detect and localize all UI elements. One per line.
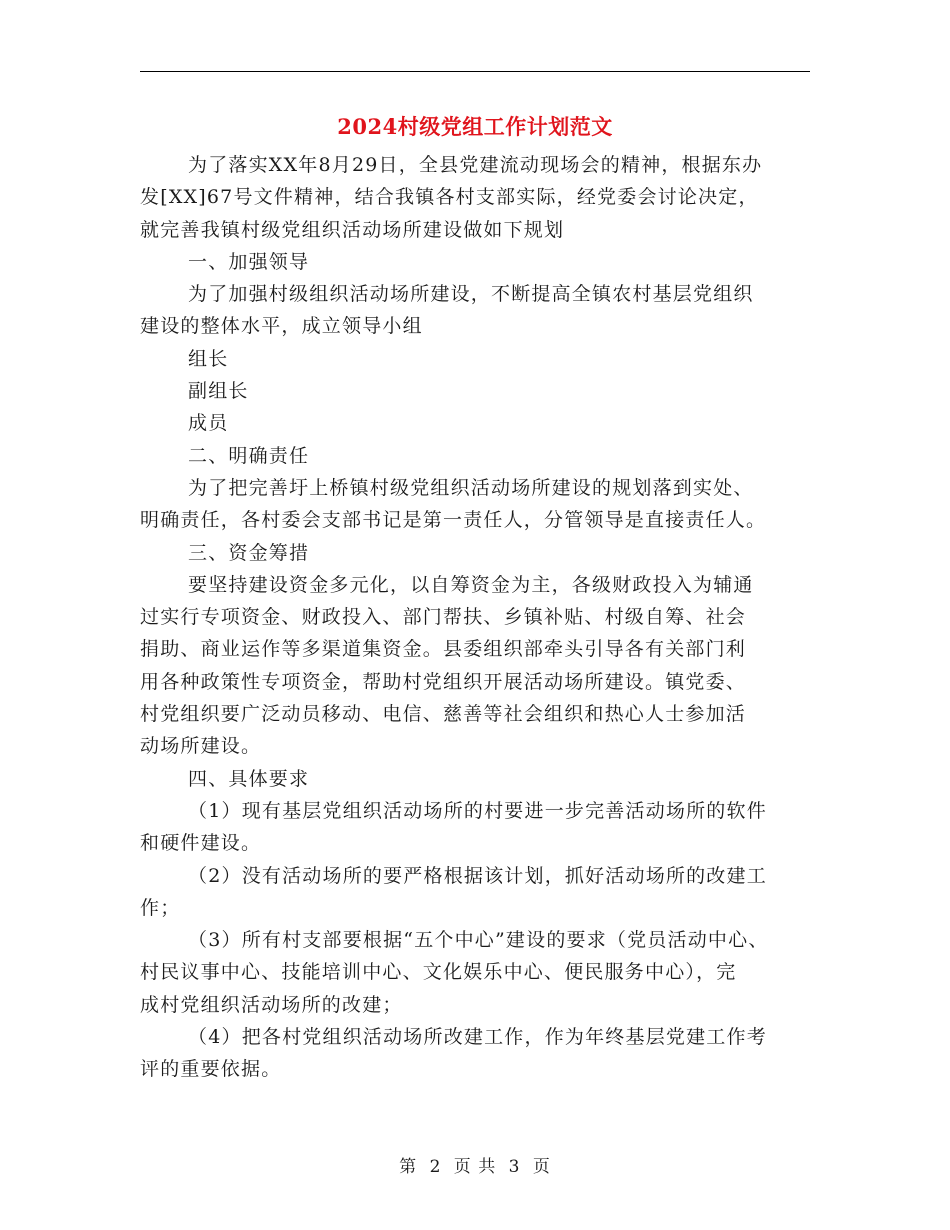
- document-line: 二、明确责任: [188, 444, 310, 467]
- document-line: 就完善我镇村级党组织活动场所建设做如下规划: [140, 218, 565, 241]
- document-line: 成员: [188, 412, 229, 435]
- document-line: （3）所有村支部要根据“五个中心”建设的要求（党员活动中心、: [188, 929, 769, 952]
- header-rule: [140, 71, 810, 72]
- footer-suffix: 页: [532, 1157, 551, 1177]
- document-body: [140, 149, 810, 1086]
- document-line: 动场所建设。: [140, 735, 262, 758]
- document-line: 和硬件建设。: [140, 832, 262, 855]
- document-line: 为了把完善圩上桥镇村级党组织活动场所建设的规划落到实处、: [188, 476, 754, 499]
- document-line: 一、加强领导: [188, 250, 310, 273]
- document-line: （2）没有活动场所的要严格根据该计划，抓好活动场所的改建工: [188, 864, 767, 887]
- document-line: 成村党组织活动场所的改建；: [140, 993, 403, 1016]
- footer-page-number: 2: [429, 1157, 442, 1177]
- document-line: 过实行专项资金、财政投入、部门帮扶、乡镇补贴、村级自筹、社会: [140, 606, 747, 629]
- document-line: 村党组织要广泛动员移动、电信、慈善等社会组织和热心人士参加活: [140, 703, 747, 726]
- page-footer: [0, 1152, 950, 1177]
- document-line: 副组长: [188, 380, 249, 403]
- document-line: （4）把各村党组织活动场所改建工作，作为年终基层党建工作考: [188, 1026, 767, 1049]
- document-title: 2024村级党组工作计划范文: [337, 114, 613, 139]
- document-line: 为了落实XX年8月29日，全县党建流动现场会的精神，根据东办: [188, 154, 763, 176]
- document-line: 要坚持建设资金多元化，以自筹资金为主，各级财政投入为辅通: [188, 573, 754, 596]
- document-line: 建设的整体水平，成立领导小组: [140, 315, 423, 338]
- document-line: 为了加强村级组织活动场所建设，不断提高全镇农村基层党组织: [188, 283, 754, 306]
- document-line: 四、具体要求: [188, 767, 310, 790]
- document-line: 发[XX]67号文件精神，结合我镇各村支部实际，经党委会讨论决定，: [140, 186, 759, 209]
- document-line: 用各种政策性专项资金，帮助村党组织开展活动场所建设。镇党委、: [140, 670, 747, 693]
- footer-prefix: 第: [399, 1157, 418, 1177]
- footer-middle: 页 共: [453, 1157, 497, 1177]
- document-line: 评的重要依据。: [140, 1058, 282, 1081]
- document-line: 村民议事中心、技能培训中心、文化娱乐中心、便民服务中心），完: [140, 961, 737, 984]
- document-line: （1）现有基层党组织活动场所的村要进一步完善活动场所的软件: [188, 799, 767, 822]
- document-line: 组长: [188, 347, 229, 370]
- document-line: 作；: [140, 896, 181, 919]
- document-line: 明确责任，各村委会支部书记是第一责任人，分管领导是直接责任人。: [140, 509, 767, 532]
- document-line: 三、资金筹措: [188, 541, 310, 564]
- footer-total-pages: 3: [508, 1157, 521, 1177]
- document-line: 捐助、商业运作等多渠道集资金。县委组织部牵头引导各有关部门利: [140, 638, 747, 661]
